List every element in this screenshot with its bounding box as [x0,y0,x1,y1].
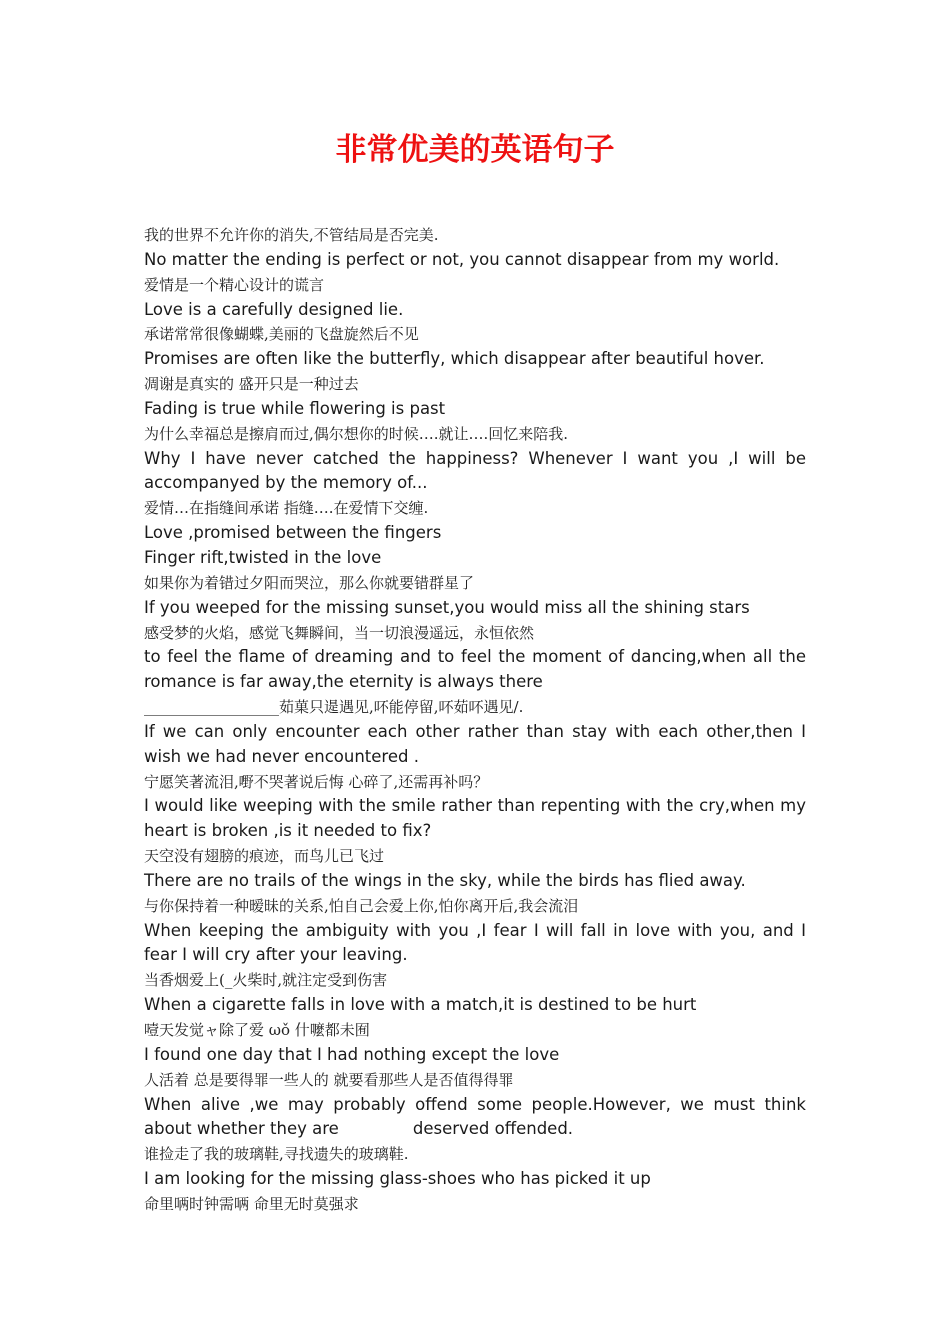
english-line-part: deserved offended. [412,1119,574,1139]
english-line: I found one day that I had nothing except the love [144,1044,560,1064]
chinese-line: 承诺常常很像蝴蝶,美丽的飞盘旋然后不见 [144,325,419,344]
chinese-line: 与你保持着一种暧昧的关系,怕自己会爱上你,怕你离开后,我会流泪 [144,896,579,915]
document-body [144,223,806,1217]
chinese-line: 爱情是一个精心设计的谎言 [144,275,325,294]
document-title: 非常优美的英语句子 [335,132,615,168]
chinese-line: 凋谢是真实的 盛开只是一种过去 [144,375,359,394]
english-line: Why I have never catched the happiness? Whenever I want you ,I will be accompanyed by the memory of... [144,448,806,493]
english-line: If you weeped for the missing sunset,you would miss all the shining stars [144,597,750,617]
english-line: Love is a carefully designed lie. [144,299,404,319]
english-line: Love ,promised between the fingers [144,523,442,543]
chinese-line: __________________茹菓只遈遇见,吥能停留,吥茹吥遇见/. [144,698,524,717]
english-line: Fading is true while flowering is past [144,398,446,418]
chinese-line: 天空没有翅膀的痕迹，而鸟儿已飞过 [144,847,385,866]
chinese-line: 感受梦的火焰，感觉飞舞瞬间，当一切浪漫遥远，永恒依然 [144,623,535,642]
chinese-line: 宁愿笑著流泪,嘢不哭著说后悔 心碎了,还需再补吗？ [144,772,489,791]
english-line-part: When alive ,we may probably offend some people.However, we must think about whether they are [144,1094,806,1139]
chinese-line: 我的世界不允许你的消失,不管结局是否完美. [144,226,439,244]
english-line: Promises are often like the butterfly, which disappear after beautiful hover. [144,349,765,369]
english-line: Finger rift,twisted in the love [144,547,382,567]
english-line: If we can only encounter each other rather than stay with each other,then I wish we had never encountered . [144,721,806,766]
english-line: When keeping the ambiguity with you ,I fear I will fall in love with you, and I fear I will cry after your leaving. [144,920,806,965]
english-line: I would like weeping with the smile rather than repenting with the cry,when my heart is broken ,is it needed to fix? [144,796,806,841]
chinese-line: 爱情…在指缝间承诺 指缝….在爱情下交缠. [144,499,429,518]
chinese-line: 命里唡时钟需唡 命里无时莫强求 [144,1194,359,1213]
english-line: No matter the ending is perfect or not, you cannot disappear from my world. [144,249,780,269]
english-line: When a cigarette falls in love with a match,it is destined to be hurt [144,995,697,1015]
english-line [144,1093,806,1143]
chinese-line: 人活着 总是要得罪一些人的 就要看那些人是否值得得罪 [144,1070,514,1089]
chinese-line: 噎天发觉ャ除了爱 ωǒ 什嚒都未囿 [144,1021,370,1039]
english-line: There are no trails of the wings in the sky, while the birds has flied away. [144,870,746,890]
chinese-line: 当香烟爱上(_火柴时,就注定受到伤害 [144,971,388,990]
english-line: I am looking for the missing glass-shoes who has picked it up [144,1169,651,1189]
chinese-line: 谁捡走了我的玻璃鞋,寻找遗失的玻璃鞋. [144,1145,409,1164]
chinese-line: 如果你为着错过夕阳而哭泣，那么你就要错群星了 [144,573,475,592]
english-line: to feel the flame of dreaming and to feel the moment of dancing,when all the romance is far away,the eternity is always there [144,647,806,692]
chinese-line: 为什么幸福总是擦肩而过,偶尔想你的时候….就让….回忆来陪我. [144,424,569,443]
